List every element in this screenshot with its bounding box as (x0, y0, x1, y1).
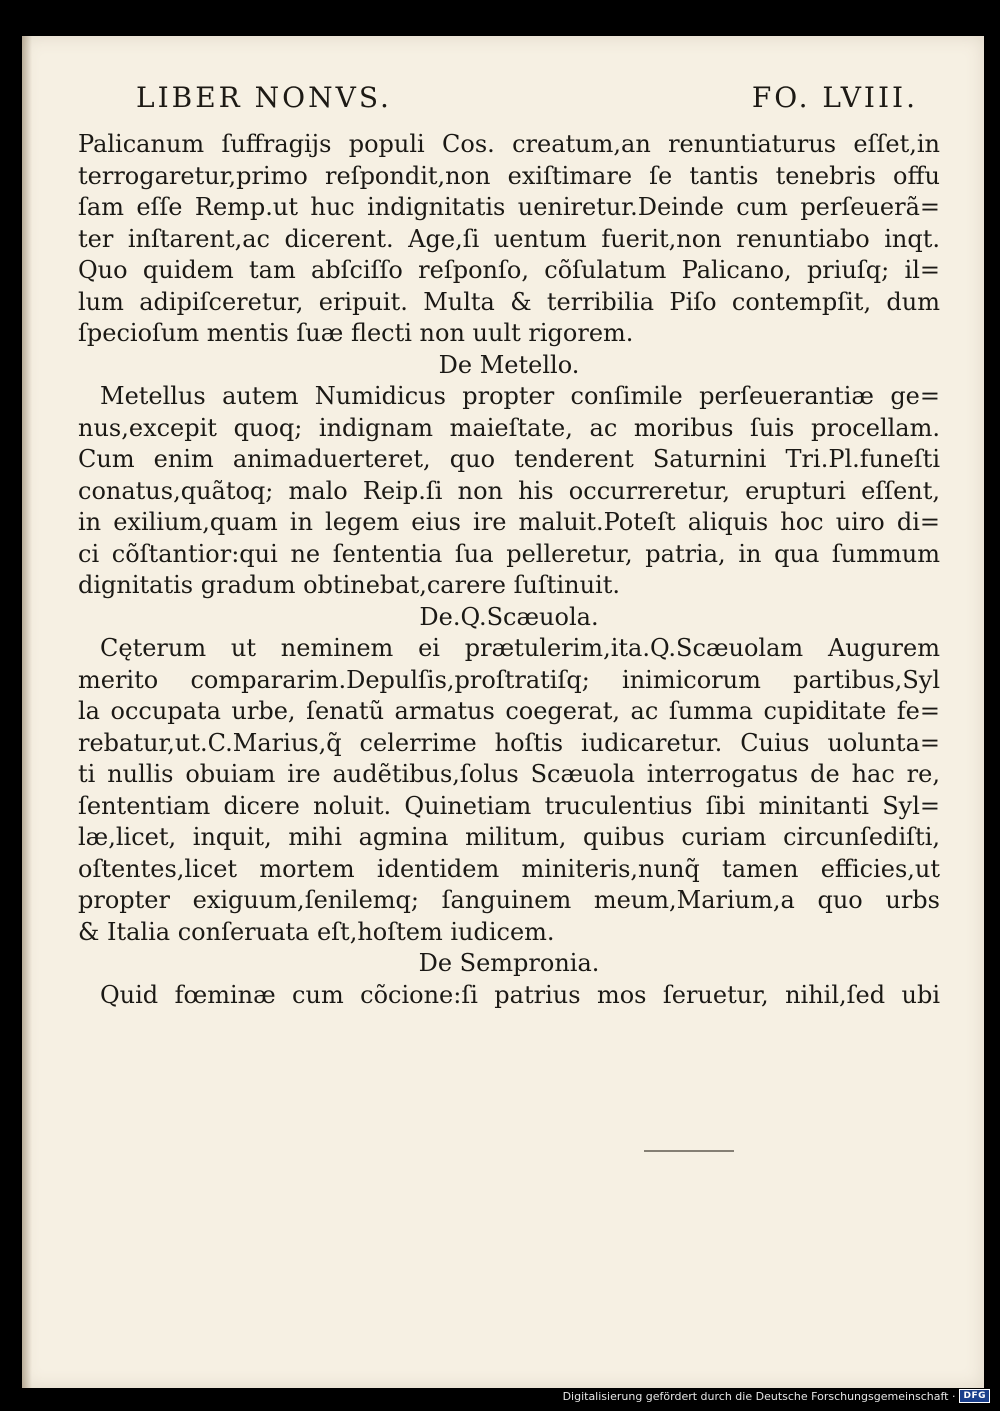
footer-text: Digitalisierung gefördert durch die Deutsche Forschungsgemeinschaft · (562, 1389, 956, 1403)
running-head-title: LIBER NONVS. (136, 81, 392, 114)
text-line: dignitatis gradum obtinebat,carere ſuſtinuit. (78, 571, 620, 599)
text-line: læ,licet, inquit, mihi agmina militum, quibus curiam circunſediſti, (78, 823, 940, 851)
text-line: ſpecioſum mentis ſuæ flecti non uult rigorem. (78, 319, 634, 347)
text-line: & Italia conſeruata eſt,hoſtem iudicem. (78, 917, 555, 946)
text-line: conatus,quãtoq; malo Reip.ſi non his occurreretur, erupturi eſſent, (78, 476, 940, 505)
text-line: lum adipiſceretur, eripuit. Multa & terribilia Piſo contempſit, dum (78, 287, 940, 316)
text-line: ſam eſſe Remp.ut huc indignitatis ueniretur.Deinde cum perſeuerã= (78, 193, 940, 221)
text-line: oſtentes,licet mortem identidem miniteris,nunq̃ tamen efficies,ut (78, 854, 940, 883)
text-line: rebatur,ut.C.Marius,q̃ celerrime hoſtis iudicaretur. Cuius uolunta= (78, 728, 940, 757)
text-line: Palicanum ſuffragijs populi Cos. creatum,an renuntiaturus eſſet,in (78, 130, 940, 158)
text-line: ter inſtarent,ac dicerent. Age,ſi uentum fuerit,non renuntiabo inqt. (78, 224, 940, 253)
book-page (22, 36, 984, 1388)
text-line: propter exiguum,ſenilemq; ſanguinem meum,Marium,a quo urbs (78, 886, 940, 914)
body-text (78, 129, 940, 1011)
text-line: ci cõſtantior:qui ne ſententia ſua pelleretur, patria, in qua ſummum (78, 539, 940, 568)
text-line: nus,excepit quoq; indignam maieſtate, ac moribus ſuis procellam. (78, 413, 940, 442)
catchword-line (644, 1150, 734, 1152)
text-line: la occupata urbe, ſenatũ armatus coegerat, ac ſumma cupiditate fe= (78, 697, 940, 725)
text-line: Cum enim animaduerteret, quo tenderent Saturnini Tri.Pl.funeſti (78, 445, 940, 473)
text-line: ti nullis obuiam ire audẽtibus,ſolus Scæuola interrogatus de hac re, (78, 760, 940, 788)
text-line: Quo quidem tam abſciſſo reſponſo, cõſulatum Palicano, priuſq; il= (78, 256, 940, 284)
folio-number: FO. LVIII. (751, 81, 918, 114)
running-head (78, 81, 940, 119)
page-gutter-shadow (22, 36, 32, 1388)
dfg-logo: DFG (959, 1389, 990, 1403)
section-heading: De.Q.Scæuola. (419, 602, 599, 631)
text-line: terrogaretur,primo reſpondit,non exiſtimare ſe tantis tenebris offu (78, 161, 940, 190)
text-block (78, 81, 940, 1011)
text-line: Quid fœminæ cum cõcione:ſi patrius mos ſeruetur, nihil,ſed ubi (100, 980, 940, 1009)
section-heading: De Sempronia. (418, 949, 600, 977)
section-heading: De Metello. (438, 350, 580, 379)
text-line: Cęterum ut neminem ei prætulerim,ita.Q.Scæuolam Augurem (100, 634, 940, 662)
footer-credit (563, 1389, 990, 1403)
text-line: Metellus autem Numidicus propter conſimile perſeuerantiæ ge= (100, 382, 940, 410)
text-line: in exilium,quam in legem eius ire maluit.Poteſt aliquis hoc uiro di= (78, 508, 940, 536)
text-line: ſententiam dicere noluit. Quinetiam truculentius ſibi minitanti Syl= (78, 791, 940, 820)
text-line: merito compararim.Depulſis,proſtratiſq; inimicorum partibus,Syl (78, 665, 940, 694)
